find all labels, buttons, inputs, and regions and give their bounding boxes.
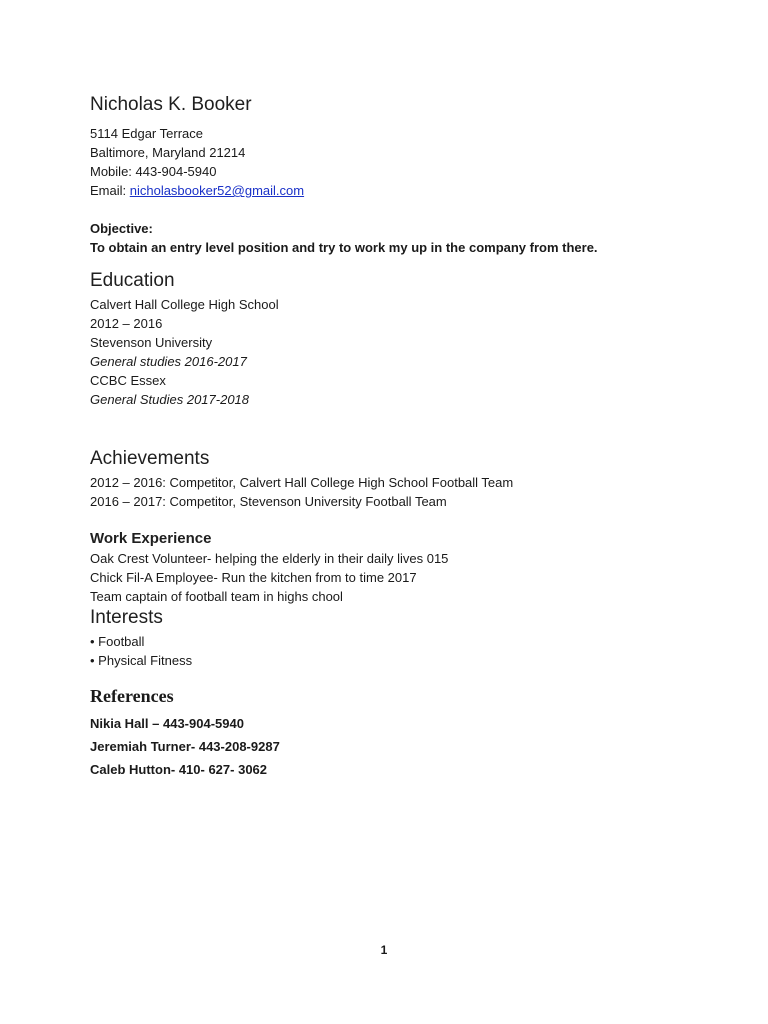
email-line — [90, 181, 710, 200]
interest-item: • Football — [90, 634, 145, 649]
work-item: Chick Fil-A Employee- Run the kitchen from to time 2017 — [90, 570, 417, 585]
applicant-name: Nicholas K. Booker — [90, 94, 252, 115]
objective-label: Objective: — [90, 221, 153, 236]
address-line-1: 5114 Edgar Terrace — [90, 126, 203, 141]
work-experience-list — [90, 549, 710, 606]
resume-page — [90, 92, 710, 781]
reference-item: Nikia Hall – 443-904-5940 — [90, 716, 244, 731]
education-list — [90, 295, 710, 409]
work-item: Team captain of football team in highs chool — [90, 589, 343, 604]
achievement-item: 2016 – 2017: Competitor, Stevenson University Football Team — [90, 494, 447, 509]
education-item: General studies 2016-2017 — [90, 354, 247, 369]
interests-heading: Interests — [90, 607, 163, 628]
references-list — [90, 712, 710, 781]
work-item: Oak Crest Volunteer- helping the elderly in their daily lives 015 — [90, 551, 449, 566]
education-heading: Education — [90, 270, 175, 291]
email-label: Email: — [90, 183, 130, 198]
email-link[interactable]: nicholasbooker52@gmail.com — [129, 183, 305, 198]
education-item: Stevenson University — [90, 335, 213, 350]
education-item: Calvert Hall College High School — [90, 297, 279, 312]
address-line-2: Baltimore, Maryland 21214 — [90, 145, 246, 160]
education-item: General Studies 2017-2018 — [90, 392, 250, 407]
reference-item: Jeremiah Turner- 443-208-9287 — [90, 739, 280, 754]
achievement-item: 2012 – 2016: Competitor, Calvert Hall College High School Football Team — [90, 475, 514, 490]
mobile-number: Mobile: 443-904-5940 — [90, 164, 217, 179]
achievements-heading: Achievements — [90, 448, 210, 469]
interests-list — [90, 632, 710, 670]
reference-item: Caleb Hutton- 410- 627- 3062 — [90, 762, 268, 777]
interest-item: • Physical Fitness — [90, 653, 193, 668]
work-experience-heading: Work Experience — [90, 530, 212, 547]
objective-text: To obtain an entry level position and try to work my up in the company from there. — [90, 240, 598, 255]
page-number: 1 — [380, 943, 388, 957]
education-item: CCBC Essex — [90, 373, 166, 388]
education-item: 2012 – 2016 — [90, 316, 163, 331]
references-heading: References — [90, 686, 174, 706]
achievements-list — [90, 473, 710, 511]
